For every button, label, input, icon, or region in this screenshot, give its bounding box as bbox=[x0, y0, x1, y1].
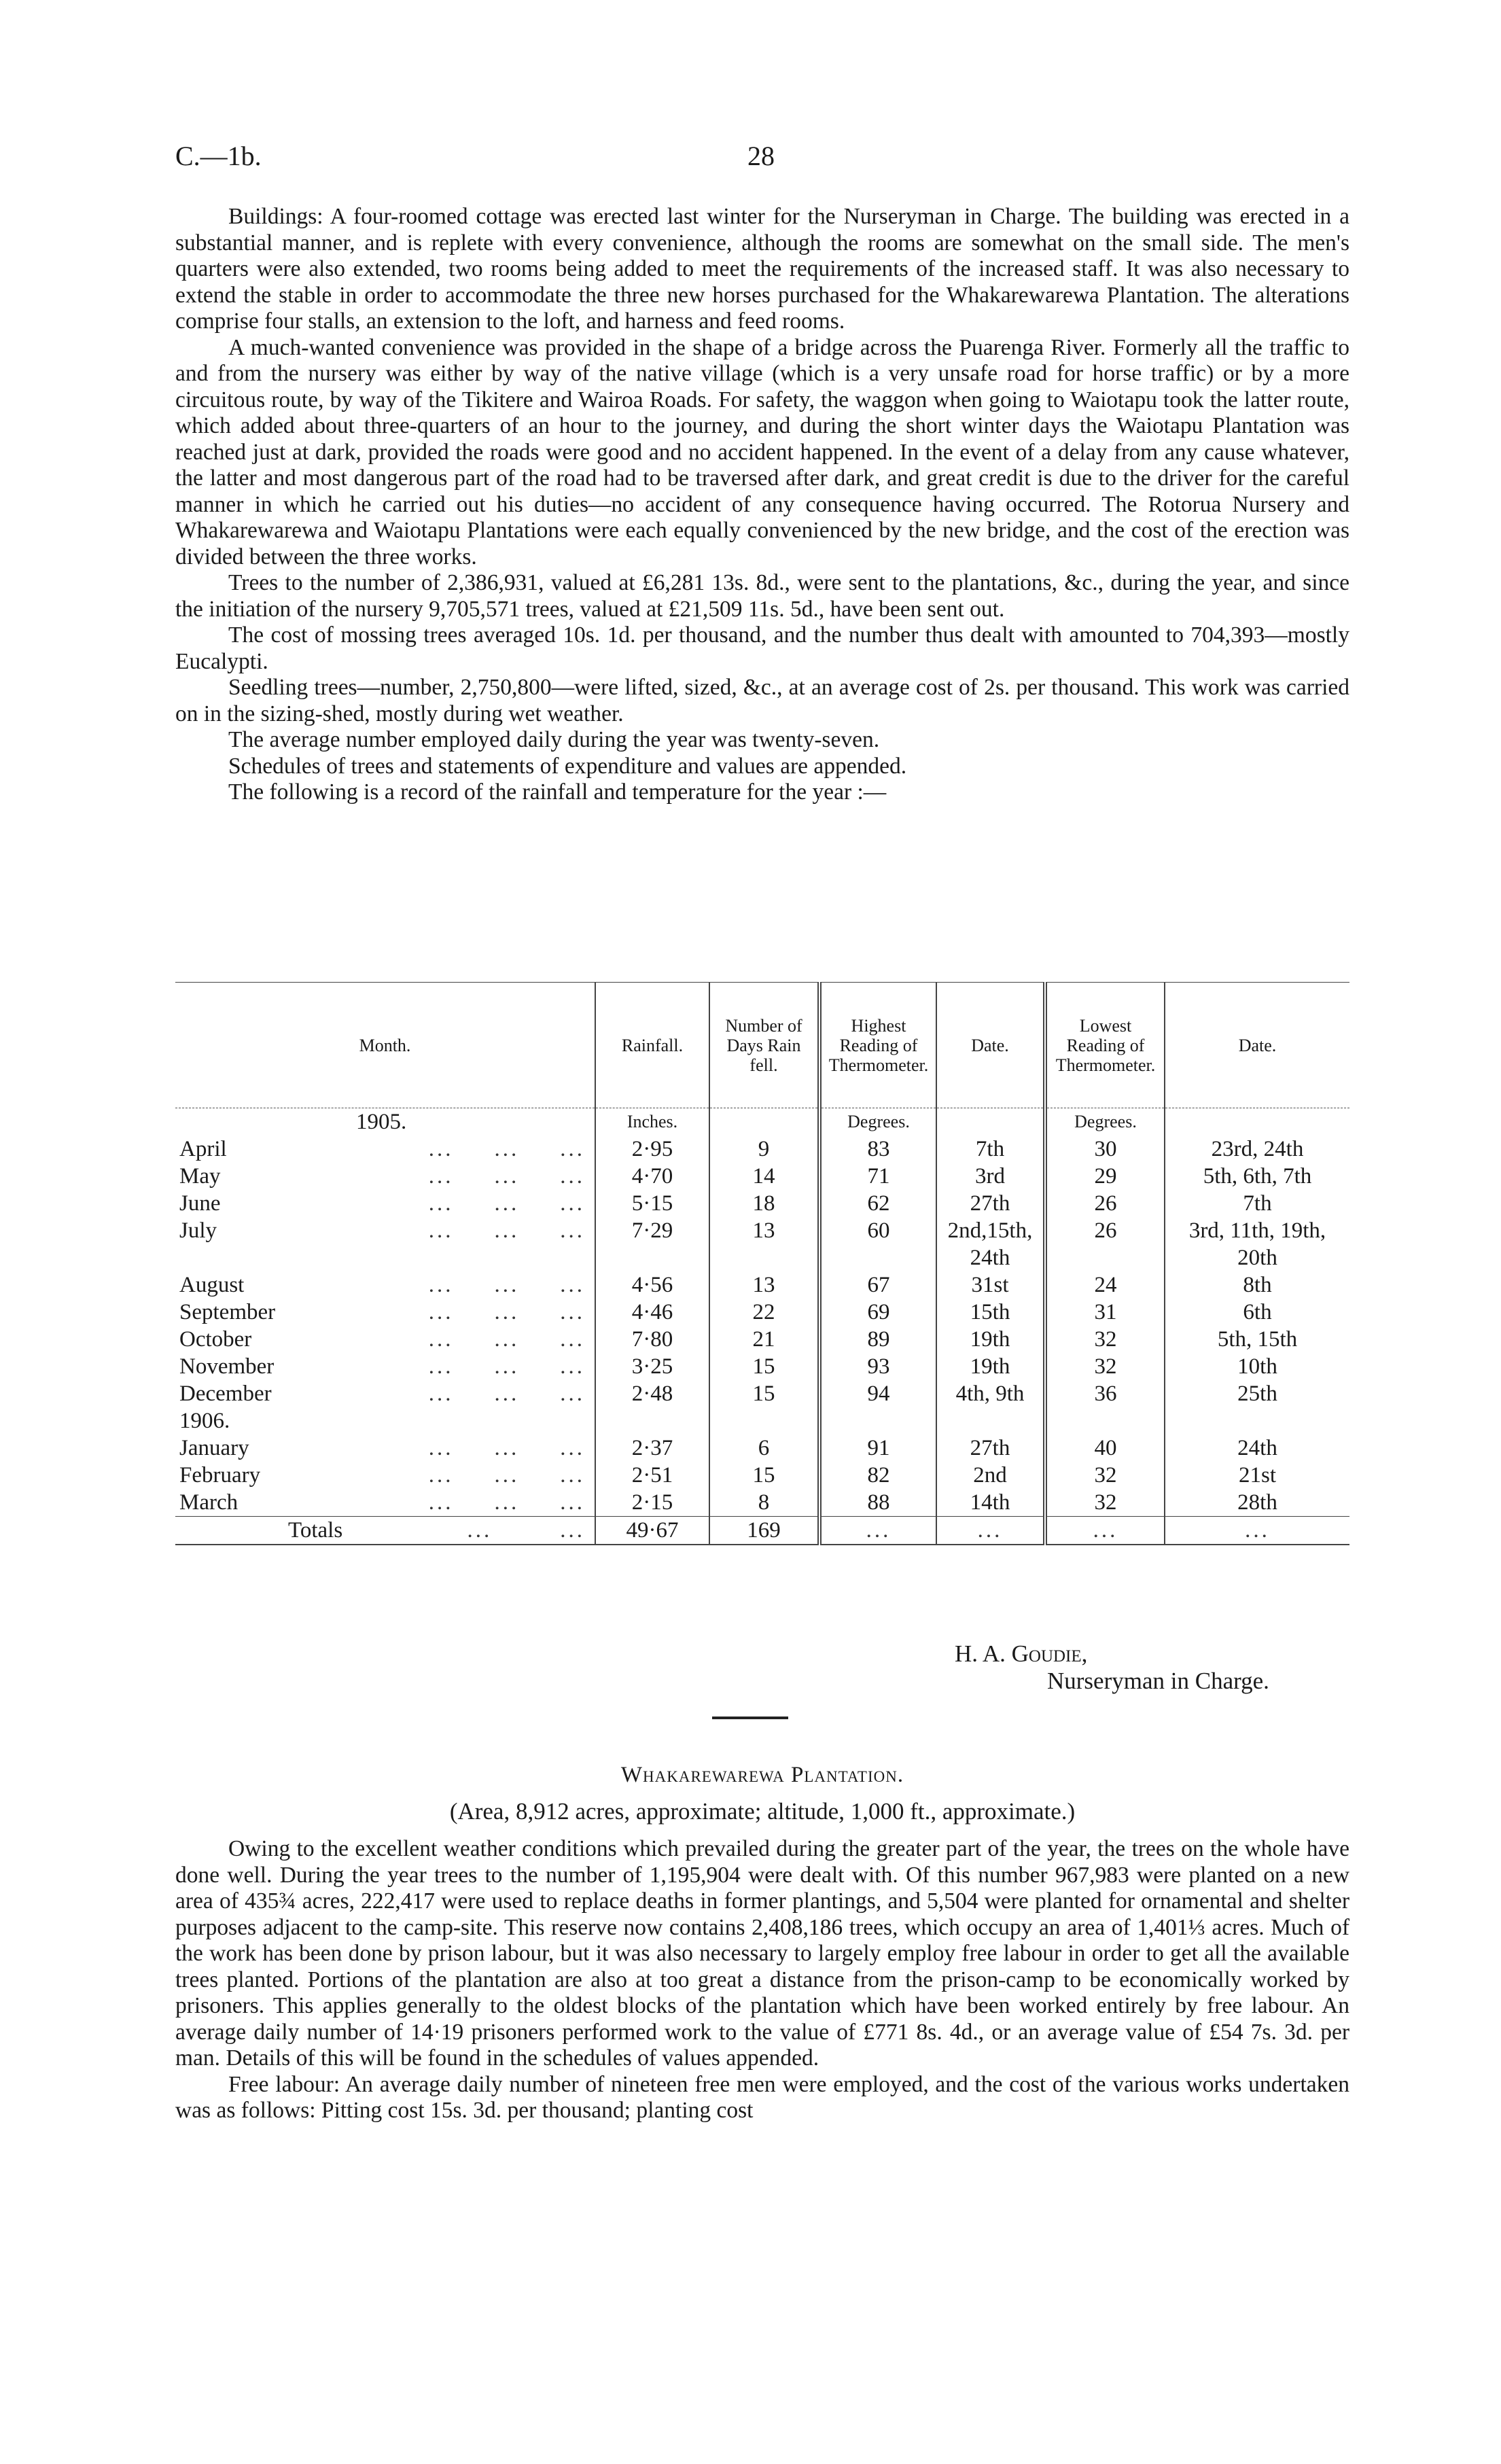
rows-1906 bbox=[175, 1435, 1349, 1517]
highest-cell: 69 bbox=[819, 1299, 936, 1326]
rainfall-cell: 2·15 bbox=[595, 1489, 709, 1517]
table-header-row bbox=[175, 983, 1349, 1108]
high-date-cell: 27th bbox=[936, 1435, 1045, 1462]
leader-dots: ... bbox=[428, 1327, 454, 1352]
header-month: Month. bbox=[175, 983, 595, 1108]
year-1906: 1906. bbox=[179, 1409, 230, 1433]
leader-dots: ... bbox=[428, 1164, 454, 1189]
days-cell: 14 bbox=[709, 1163, 819, 1190]
lowest-cell: 26 bbox=[1045, 1217, 1165, 1271]
leader-dots: ... bbox=[494, 1381, 520, 1406]
table-row bbox=[175, 1462, 1349, 1489]
leader-dots: ... bbox=[560, 1463, 585, 1488]
header-high-date: Date. bbox=[936, 983, 1045, 1108]
month-name: April bbox=[179, 1137, 227, 1161]
leader-dots: ... bbox=[494, 1137, 520, 1161]
page-header bbox=[175, 140, 1326, 181]
days-cell: 9 bbox=[709, 1136, 819, 1163]
leader-dots: ... bbox=[494, 1436, 520, 1460]
high-date-cell: 14th bbox=[936, 1489, 1045, 1517]
totals-label: Totals bbox=[288, 1518, 343, 1543]
leader-dots: ... bbox=[560, 1218, 585, 1243]
low-date-cell: 7th bbox=[1165, 1190, 1349, 1217]
leader-dots: ... bbox=[428, 1218, 454, 1243]
rainfall-temperature-table bbox=[175, 982, 1349, 1545]
low-date-cell: 8th bbox=[1165, 1271, 1349, 1299]
total-high-date: ... bbox=[936, 1517, 1045, 1545]
days-cell: 13 bbox=[709, 1271, 819, 1299]
highest-cell: 60 bbox=[819, 1217, 936, 1271]
table-row bbox=[175, 1326, 1349, 1353]
report-reference: C.—1b. bbox=[175, 141, 262, 171]
low-date-cell: 24th bbox=[1165, 1435, 1349, 1462]
month-name: July bbox=[179, 1218, 217, 1243]
leader-dots: ... bbox=[428, 1300, 454, 1324]
unit-degrees-high: Degrees. bbox=[819, 1108, 936, 1136]
days-cell: 8 bbox=[709, 1489, 819, 1517]
month-cell bbox=[175, 1217, 595, 1271]
low-date-cell: 28th bbox=[1165, 1489, 1349, 1517]
leader-dots: ... bbox=[560, 1327, 585, 1352]
leader-dots: ... bbox=[494, 1218, 520, 1243]
rainfall-cell: 2·95 bbox=[595, 1136, 709, 1163]
rows-1905 bbox=[175, 1136, 1349, 1407]
low-date-cell: 10th bbox=[1165, 1353, 1349, 1380]
table-row bbox=[175, 1435, 1349, 1462]
low-date-cell: 25th bbox=[1165, 1380, 1349, 1407]
highest-cell: 94 bbox=[819, 1380, 936, 1407]
low-date-cell: 3rd, 11th, 19th, 20th bbox=[1165, 1217, 1349, 1271]
unit-degrees-low: Degrees. bbox=[1045, 1108, 1165, 1136]
low-date-cell: 21st bbox=[1165, 1462, 1349, 1489]
rainfall-cell: 4·70 bbox=[595, 1163, 709, 1190]
month-name: November bbox=[179, 1354, 275, 1379]
high-date-cell: 19th bbox=[936, 1353, 1045, 1380]
paragraph-trees-sent: Trees to the number of 2,386,931, valued at £6,281 13s. 8d., were sent to the plantations, &c., during the year, and since the initiation of the nursery 9,705,571 trees, valued at £21,509 11s. 5d., have been sent out. bbox=[175, 570, 1349, 622]
signatory-name: H. A. Goudie, bbox=[955, 1640, 1088, 1667]
leader-dots: ... bbox=[428, 1191, 454, 1216]
total-rainfall: 49·67 bbox=[595, 1517, 709, 1545]
year-1905: 1905. bbox=[356, 1110, 407, 1134]
leader-dots: ... bbox=[428, 1381, 454, 1406]
month-cell bbox=[175, 1380, 595, 1407]
plantation-report-text bbox=[175, 1836, 1349, 2124]
month-name: August bbox=[179, 1273, 245, 1297]
leader-dots: ... bbox=[428, 1354, 454, 1379]
paragraph-schedules: Schedules of trees and statements of expenditure and values are appended. bbox=[228, 753, 907, 779]
highest-cell: 82 bbox=[819, 1462, 936, 1489]
table-row bbox=[175, 1299, 1349, 1326]
page-number: 28 bbox=[747, 141, 775, 171]
rainfall-cell: 2·48 bbox=[595, 1380, 709, 1407]
leader-dots: ... bbox=[560, 1436, 585, 1460]
table-row bbox=[175, 1489, 1349, 1517]
unit-inches: Inches. bbox=[595, 1108, 709, 1136]
lowest-cell: 40 bbox=[1045, 1435, 1165, 1462]
low-date-cell: 5th, 15th bbox=[1165, 1326, 1349, 1353]
highest-cell: 67 bbox=[819, 1271, 936, 1299]
month-cell bbox=[175, 1136, 595, 1163]
leader-dots: ... bbox=[494, 1191, 520, 1216]
header-lowest: Lowest Reading of Thermometer. bbox=[1045, 983, 1165, 1108]
leader-dots: ... bbox=[494, 1300, 520, 1324]
days-cell: 13 bbox=[709, 1217, 819, 1271]
lowest-cell: 32 bbox=[1045, 1326, 1165, 1353]
leader-dots: ... bbox=[494, 1327, 520, 1352]
paragraph-mossing: The cost of mossing trees averaged 10s. 1d. per thousand, and the number thus dealt with amounted to 704,393—mostly Eucalypti. bbox=[175, 622, 1349, 674]
highest-cell: 91 bbox=[819, 1435, 936, 1462]
leader-dots: ... bbox=[494, 1463, 520, 1488]
lowest-cell: 29 bbox=[1045, 1163, 1165, 1190]
month-cell bbox=[175, 1353, 595, 1380]
high-date-cell: 7th bbox=[936, 1136, 1045, 1163]
leader-dots: ... bbox=[428, 1436, 454, 1460]
low-date-cell: 5th, 6th, 7th bbox=[1165, 1163, 1349, 1190]
lowest-cell: 32 bbox=[1045, 1489, 1165, 1517]
days-cell: 15 bbox=[709, 1462, 819, 1489]
table-row bbox=[175, 1136, 1349, 1163]
month-cell bbox=[175, 1299, 595, 1326]
month-cell bbox=[175, 1462, 595, 1489]
paragraph-seedlings: Seedling trees—number, 2,750,800—were lifted, sized, &c., at an average cost of 2s. per thousand. This work was carried on in the sizing-shed, mostly during wet weather. bbox=[175, 675, 1349, 726]
table-row bbox=[175, 1217, 1349, 1271]
month-name: February bbox=[179, 1463, 261, 1488]
leader-dots: ... bbox=[560, 1164, 585, 1189]
total-highest: ... bbox=[819, 1517, 936, 1545]
month-name: March bbox=[179, 1490, 239, 1515]
paragraph-weather: Owing to the excellent weather conditions which prevailed during the greater part of the year, the trees on the whole have done well. During the year trees to the number of 1,195,904 were dealt with. Of this number 967,983 were planted on a new area of 435¾ acres, 222,417 were used to replace deaths in former plantings, and 5,504 were planted for ornamental and shelter purposes adjacent to the camp-site. This reserve now contains 2,408,186 trees, which occupy an area of 1,401⅓ acres. Much of the work has been done by prison labour, but it was also necessary to largely employ free labour in order to get all the available trees planted. Portions of the plantation are also at too great a distance from the prison-camp to be economically worked by prisoners. This applies generally to the oldest blocks of the plantation which have been worked entirely by free labour. An average daily number of 14·19 prisoners performed work to the value of £771 8s. 4d., or an average value of £54 7s. 3d. per man. Details of this will be found in the schedules of values appended. bbox=[175, 1836, 1349, 2071]
high-date-cell: 2nd bbox=[936, 1462, 1045, 1489]
month-name: May bbox=[179, 1164, 221, 1189]
leader-dots: ... bbox=[560, 1273, 585, 1297]
high-date-cell: 15th bbox=[936, 1299, 1045, 1326]
highest-cell: 62 bbox=[819, 1190, 936, 1217]
lowest-cell: 24 bbox=[1045, 1271, 1165, 1299]
table-row bbox=[175, 1190, 1349, 1217]
units-row bbox=[175, 1108, 1349, 1136]
days-cell: 6 bbox=[709, 1435, 819, 1462]
month-cell bbox=[175, 1489, 595, 1517]
lowest-cell: 32 bbox=[1045, 1353, 1165, 1380]
header-highest: Highest Reading of Thermometer. bbox=[819, 983, 936, 1108]
totals-label-cell bbox=[175, 1517, 595, 1545]
year-row-1906 bbox=[175, 1407, 1349, 1435]
high-date-cell: 2nd,15th, 24th bbox=[936, 1217, 1045, 1271]
leader-dots: ... bbox=[560, 1381, 585, 1406]
leader-dots: ... bbox=[467, 1518, 493, 1543]
paragraph-employed: The average number employed daily during the year was twenty-seven. bbox=[228, 727, 880, 752]
days-cell: 18 bbox=[709, 1190, 819, 1217]
leader-dots: ... bbox=[560, 1490, 585, 1515]
leader-dots: ... bbox=[494, 1354, 520, 1379]
totals-row bbox=[175, 1517, 1349, 1545]
paragraph-free-labour: Free labour: An average daily number of nineteen free men were employed, and the cost of the various works undertaken was as follows: Pitting cost 15s. 3d. per thousand; planting cost bbox=[175, 2071, 1349, 2123]
month-cell bbox=[175, 1163, 595, 1190]
rainfall-cell: 2·51 bbox=[595, 1462, 709, 1489]
leader-dots: ... bbox=[560, 1300, 585, 1324]
lowest-cell: 30 bbox=[1045, 1136, 1165, 1163]
rainfall-cell: 5·15 bbox=[595, 1190, 709, 1217]
leader-dots: ... bbox=[560, 1518, 585, 1543]
table-row bbox=[175, 1353, 1349, 1380]
total-low-date: ... bbox=[1165, 1517, 1349, 1545]
section-divider bbox=[712, 1717, 788, 1719]
paragraph-bridge: A much-wanted convenience was provided in the shape of a bridge across the Puarenga River. Formerly all the traffic to and from the nursery was either by way of the native village (which is a very unsafe road for horse traffic) or by a more circuitous route, by way of the Tikitere and Wairoa Roads. For safety, the waggon when going to Waiotapu took the latter route, which added about three-quarters of an hour to the journey, and during the short winter days the Waiotapu Plantation was reached just at dark, provided the roads were good and no accident happened. In the event of a delay from any cause whatever, the latter and most dangerous part of the road had to be traversed after dark, and great credit is due to the driver for the careful manner in which he carried out his duties—no accident of any consequence having occurred. The Rotorua Nursery and Whakarewarewa and Waiotapu Plantations were each equally convenienced by the new bridge, and the cost of the erection was divided between the three works. bbox=[175, 334, 1349, 569]
month-cell bbox=[175, 1326, 595, 1353]
rainfall-cell: 7·80 bbox=[595, 1326, 709, 1353]
highest-cell: 83 bbox=[819, 1136, 936, 1163]
signatory-title: Nurseryman in Charge. bbox=[1047, 1668, 1269, 1694]
month-cell bbox=[175, 1435, 595, 1462]
lowest-cell: 31 bbox=[1045, 1299, 1165, 1326]
days-cell: 22 bbox=[709, 1299, 819, 1326]
total-days: 169 bbox=[709, 1517, 819, 1545]
low-date-cell: 23rd, 24th bbox=[1165, 1136, 1349, 1163]
rainfall-cell: 4·46 bbox=[595, 1299, 709, 1326]
month-name: January bbox=[179, 1436, 249, 1460]
highest-cell: 93 bbox=[819, 1353, 936, 1380]
rainfall-cell: 4·56 bbox=[595, 1271, 709, 1299]
rainfall-cell: 2·37 bbox=[595, 1435, 709, 1462]
leader-dots: ... bbox=[428, 1490, 454, 1515]
high-date-cell: 19th bbox=[936, 1326, 1045, 1353]
leader-dots: ... bbox=[560, 1137, 585, 1161]
leader-dots: ... bbox=[560, 1354, 585, 1379]
nursery-report-text bbox=[175, 204, 1349, 806]
rainfall-cell: 3·25 bbox=[595, 1353, 709, 1380]
highest-cell: 71 bbox=[819, 1163, 936, 1190]
days-cell: 15 bbox=[709, 1353, 819, 1380]
high-date-cell: 3rd bbox=[936, 1163, 1045, 1190]
paragraph-rainfall-intro: The following is a record of the rainfall and temperature for the year :— bbox=[228, 779, 887, 805]
table-row bbox=[175, 1163, 1349, 1190]
lowest-cell: 26 bbox=[1045, 1190, 1165, 1217]
leader-dots: ... bbox=[428, 1137, 454, 1161]
low-date-cell: 6th bbox=[1165, 1299, 1349, 1326]
month-name: September bbox=[179, 1300, 276, 1324]
leader-dots: ... bbox=[428, 1463, 454, 1488]
month-cell bbox=[175, 1190, 595, 1217]
highest-cell: 89 bbox=[819, 1326, 936, 1353]
leader-dots: ... bbox=[560, 1191, 585, 1216]
leader-dots: ... bbox=[494, 1164, 520, 1189]
leader-dots: ... bbox=[494, 1273, 520, 1297]
leader-dots: ... bbox=[494, 1490, 520, 1515]
header-days: Number of Days Rain fell. bbox=[709, 983, 819, 1108]
lowest-cell: 32 bbox=[1045, 1462, 1165, 1489]
signature-block bbox=[955, 1640, 1269, 1695]
leader-dots: ... bbox=[428, 1273, 454, 1297]
header-rainfall: Rainfall. bbox=[595, 983, 709, 1108]
month-name: June bbox=[179, 1191, 221, 1216]
header-low-date: Date. bbox=[1165, 983, 1349, 1108]
high-date-cell: 27th bbox=[936, 1190, 1045, 1217]
section-subtitle: (Area, 8,912 acres, approximate; altitude, 1,000 ft., approximate.) bbox=[449, 1798, 1076, 1825]
section-title: Whakarewarewa Plantation. bbox=[620, 1763, 904, 1787]
high-date-cell: 31st bbox=[936, 1271, 1045, 1299]
days-cell: 21 bbox=[709, 1326, 819, 1353]
rainfall-cell: 7·29 bbox=[595, 1217, 709, 1271]
lowest-cell: 36 bbox=[1045, 1380, 1165, 1407]
table-row bbox=[175, 1271, 1349, 1299]
total-lowest: ... bbox=[1045, 1517, 1165, 1545]
table-row bbox=[175, 1380, 1349, 1407]
highest-cell: 88 bbox=[819, 1489, 936, 1517]
days-cell: 15 bbox=[709, 1380, 819, 1407]
month-name: October bbox=[179, 1327, 252, 1352]
high-date-cell: 4th, 9th bbox=[936, 1380, 1045, 1407]
paragraph-buildings: Buildings: A four-roomed cottage was erected last winter for the Nurseryman in Charge. The building was erected in a substantial manner, and is replete with every convenience, although the rooms are somewhat on the small side. The men's quarters were also extended, two rooms being added to meet the requirements of the increased staff. It was also necessary to extend the stable in order to accommodate the three new horses purchased for the Whakarewarewa Plantation. The alterations comprise four stalls, an extension to the loft, and harness and feed rooms. bbox=[175, 204, 1349, 334]
month-cell bbox=[175, 1271, 595, 1299]
month-name: December bbox=[179, 1381, 272, 1406]
